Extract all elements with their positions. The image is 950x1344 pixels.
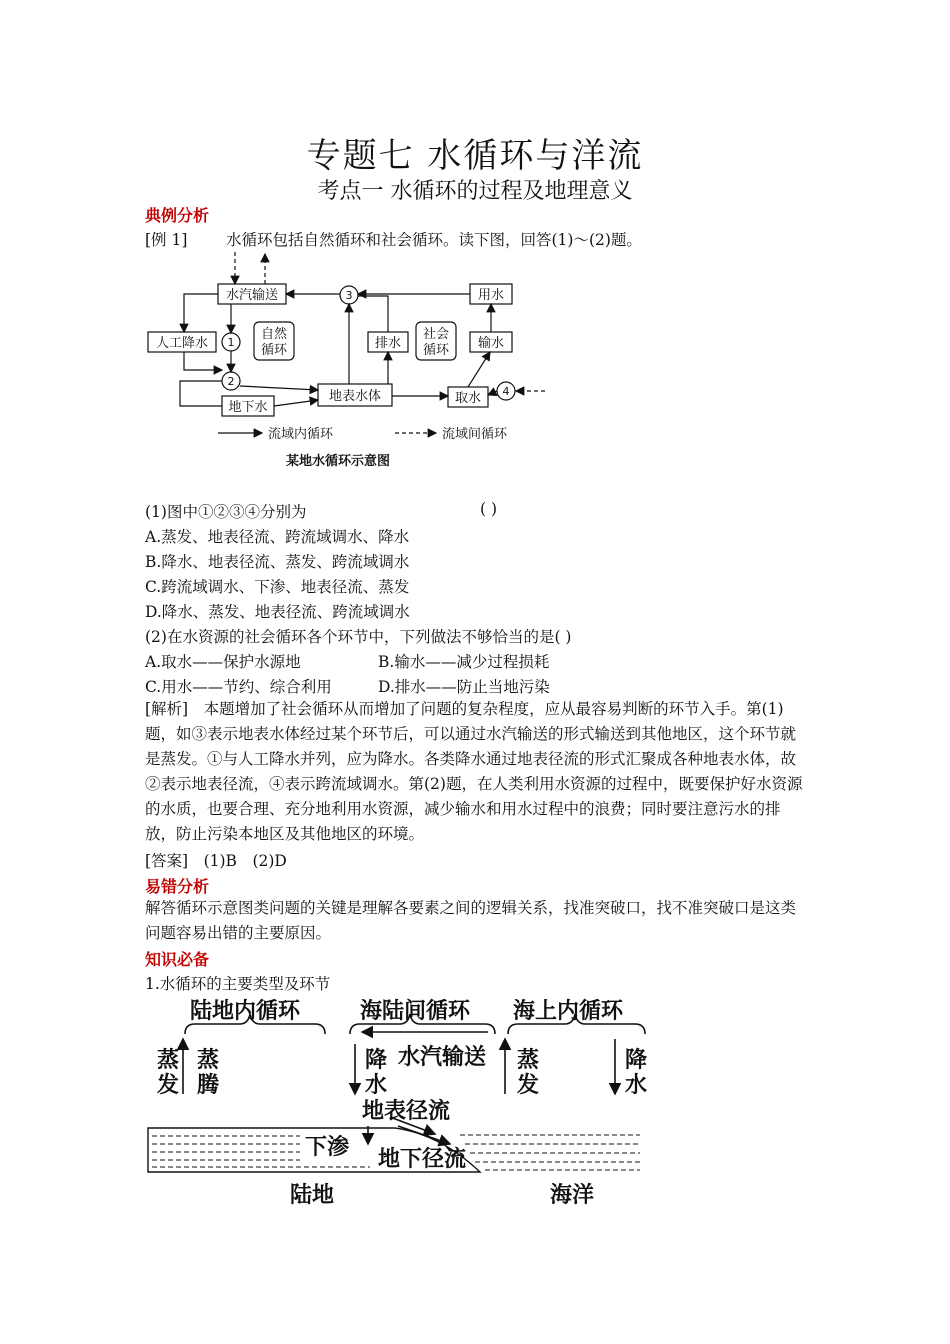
error-text: 解答循环示意图类问题的关键是理解各要素之间的逻辑关系，找准突破口，找不准突破口是这类问题容易出错的主要原因。 (145, 899, 797, 942)
circle-2: 2 (227, 375, 235, 388)
q2-option-c: C.用水——节约、综合利用 (145, 678, 332, 696)
label-precip-sea-1: 降 (625, 1048, 648, 1073)
page-title: 专题七 水循环与洋流 (306, 136, 644, 176)
box-transport: 输水 (477, 336, 505, 351)
label-evap-1: 蒸 (157, 1048, 180, 1073)
box-social-1: 社会 (422, 327, 450, 342)
section-knowledge: 知识必备 (145, 950, 210, 969)
circle-4: 4 (502, 385, 510, 398)
example-stem: 水循环包括自然循环和社会循环。读下图，回答(1)～(2)题。 (226, 231, 642, 249)
label-evap-sea-2: 发 (517, 1073, 540, 1098)
q2-option-b: B.输水——减少过程损耗 (378, 653, 550, 671)
label-ocean: 海洋 (550, 1183, 595, 1208)
label-land: 陆地 (290, 1183, 335, 1208)
label-infiltration: 下渗 (305, 1135, 350, 1160)
box-groundwater: 地下水 (228, 400, 268, 415)
answer: [答案] (1)B (2)D (145, 852, 287, 870)
box-intake: 取水 (454, 391, 482, 406)
legend-solid: 流域内循环 (268, 427, 334, 442)
box-discharge: 排水 (374, 336, 402, 351)
legend-dashed: 流域间循环 (442, 427, 508, 442)
label-vapor-transport: 水汽输送 (398, 1045, 487, 1070)
box-vapor: 水汽输送 (225, 288, 279, 303)
water-cycle-schematic (140, 250, 560, 475)
example-label: [例 1] (145, 231, 188, 249)
label-sea-land: 海陆间循环 (360, 999, 471, 1024)
circle-1: 1 (227, 336, 235, 349)
label-precip-1: 降 (365, 1048, 388, 1073)
label-evap-2: 发 (157, 1073, 180, 1098)
page-subtitle: 考点一 水循环的过程及地理意义 (317, 179, 633, 204)
water-cycle-types-diagram (140, 994, 660, 1209)
box-natural-2: 循环 (260, 343, 288, 358)
section-error: 易错分析 (145, 877, 210, 896)
label-precip-sea-2: 水 (625, 1073, 648, 1098)
label-ground-runoff: 地下径流 (378, 1147, 467, 1172)
q1-option-a: A.蒸发、地表径流、跨流域调水、降水 (145, 528, 410, 546)
box-social-2: 循环 (422, 343, 450, 358)
label-transp-1: 蒸 (197, 1048, 220, 1073)
q1-stem: (1)图中①②③④分别为 (145, 503, 307, 521)
box-artificial: 人工降水 (155, 336, 209, 351)
q2-stem: (2)在水资源的社会循环各个环节中，下列做法不够恰当的是( ) (145, 628, 572, 646)
box-natural-1: 自然 (260, 327, 288, 342)
label-precip-2: 水 (365, 1073, 388, 1098)
box-use: 用水 (477, 288, 505, 303)
label-transp-2: 腾 (197, 1073, 220, 1098)
diagram-caption: 某地水循环示意图 (286, 454, 391, 469)
label-land-inner: 陆地内循环 (190, 999, 301, 1024)
label-evap-sea-1: 蒸 (517, 1048, 540, 1073)
q1-option-d: D.降水、蒸发、地表径流、跨流域调水 (145, 603, 410, 621)
q2-option-a: A.取水——保护水源地 (145, 653, 301, 671)
label-sea-inner: 海上内循环 (513, 999, 624, 1024)
q1-option-b: B.降水、地表径流、蒸发、跨流域调水 (145, 553, 410, 571)
analysis: [解析] 本题增加了社会循环从而增加了问题的复杂程度，应从最容易判断的环节入手。第(1)题，如③表示地表水体经过某个环节后，可以通过水汽输送的形式输送到其他地区，这个环节就是蒸发。①与人工降水并列，应为降水。各类降水通过地表径流的形式汇聚成各种地表水体，故②表示地表径流，④表示跨流域调水。第(2)题，在人类利用水资源的过程中，既要保护好水资源的水质，也要合理、充分地利用水资源，减少输水和用水过程中的浪费；同时要注意污水的排放，防止污染本地区及其他地区的环境。 (145, 700, 803, 843)
q1-option-c: C.跨流域调水、下渗、地表径流、蒸发 (145, 578, 410, 596)
q1-bracket: ( ) (480, 500, 498, 518)
q2-option-d: D.排水——防止当地污染 (378, 678, 550, 696)
box-surface: 地表水体 (328, 389, 382, 404)
circle-3: 3 (345, 289, 353, 302)
label-surface-runoff: 地表径流 (362, 1099, 451, 1124)
section-example: 典例分析 (145, 206, 210, 225)
knowledge-item: 1.水循环的主要类型及环节 (145, 975, 331, 993)
